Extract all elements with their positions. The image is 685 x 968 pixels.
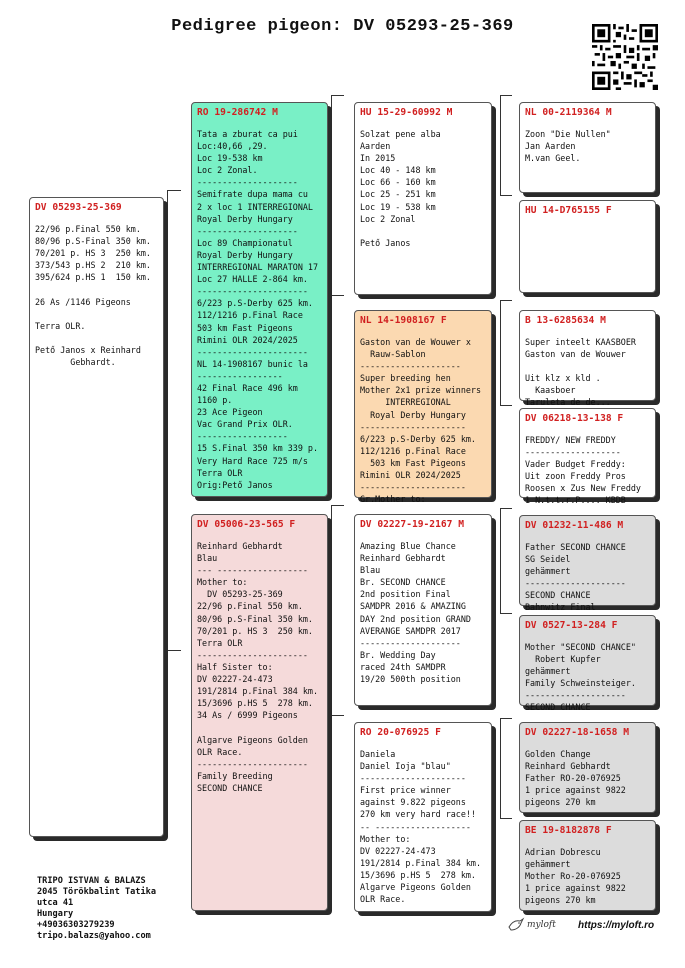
connector-line: [500, 300, 512, 301]
connector-line: [331, 295, 344, 296]
text-line: Father RO-20-076925: [525, 773, 621, 784]
connector-line: [331, 505, 332, 715]
text-line: 15/3696 p.HS 5 278 km.: [197, 698, 313, 709]
text-line: Zoon "Die Nullen": [525, 129, 611, 139]
text-line: [525, 360, 650, 372]
connector-line: [500, 718, 512, 719]
text-line: 22/96 p.Final 550 km.: [197, 601, 303, 612]
text-line: Mother to:: [360, 833, 411, 844]
text-line: Half Sister to:: [197, 661, 273, 672]
logo-text: myloft: [527, 920, 556, 930]
connector-line: [500, 405, 512, 406]
text-line: Solzat pene alba: [360, 129, 441, 139]
text-line: ----------------------: [197, 758, 308, 769]
text-line: Blau: [360, 565, 381, 576]
pigeon-notes: [525, 541, 650, 614]
text-line: DAY 2nd position GRAND: [360, 613, 471, 624]
text-line: Loc 2 Zonal.: [197, 165, 258, 176]
owner-address: [37, 876, 156, 942]
pigeon-logo-icon: [508, 918, 524, 932]
text-line: Daniela: [360, 749, 396, 759]
text-line: 395/624 p.HS 1 150 km.: [35, 272, 151, 283]
text-line: Terra OLR: [197, 637, 243, 648]
text-line: Rauw-Sablon: [360, 349, 426, 360]
text-line: --- ------------------: [197, 565, 308, 576]
pigeon-card-dam-dam-sire[interactable]: [519, 722, 656, 813]
pigeon-card-sire-sire-dam[interactable]: [519, 200, 656, 293]
text-line: Br. Wedding Day: [360, 649, 436, 660]
text-line: Aarden: [360, 141, 391, 152]
text-line: Daniel Ioja "blau": [360, 761, 451, 772]
text-line: Amazing Blue Chance: [360, 541, 456, 551]
text-line: 112/1216 p.Final Race: [360, 445, 466, 456]
text-line: Royal Derby Hungary: [360, 409, 466, 420]
text-line: Father SECOND CHANCE: [525, 542, 626, 552]
text-line: Loc 2 Zonal: [360, 213, 416, 224]
text-line: Mother Ro-20-076925: [525, 871, 621, 882]
text-line: gehämmert: [525, 666, 571, 677]
text-line: Gebhardt.: [35, 357, 116, 368]
text-line: ---------------------: [360, 773, 466, 784]
text-line: INTERREGIONAL MARATON 17: [197, 262, 319, 273]
ring-number: DV 0527-13-284 F: [525, 620, 618, 631]
text-line: 2nd position Final: [360, 589, 451, 600]
text-line: ---------------------: [360, 421, 466, 432]
text-line: 1160 p.: [197, 395, 233, 406]
text-line: 112/1216 p.Final Race: [197, 310, 303, 321]
text-line: SG Seidel: [525, 554, 571, 565]
connector-line: [331, 505, 344, 506]
ring-number: BE 19-8182878 F: [525, 825, 612, 836]
text-line: 19/20 500th position: [360, 674, 461, 685]
pigeon-notes: [525, 336, 650, 409]
text-line: 70/201 p. HS 3 250 km.: [197, 625, 313, 636]
text-line: Terra OLR.: [35, 320, 86, 331]
text-line: SECOND CHANCE: [525, 702, 591, 713]
myloft-logo[interactable]: [508, 918, 556, 932]
text-line: Royal Derby Hungary: [197, 213, 293, 224]
text-line: Family Schweinsteiger.: [525, 678, 636, 689]
text-line: Loc 19-538 km: [197, 153, 263, 164]
text-line: Orig:Pető Janos: [197, 479, 273, 490]
text-line: Roosen x Zus New Freddy: [525, 483, 641, 494]
text-line: 42 Final Race 496 km: [197, 382, 298, 393]
text-line: FREDDY/ NEW FREDDY: [525, 435, 616, 445]
text-line: 6/223 p.S-Derby 625 km.: [197, 298, 313, 309]
text-line: 1 price against 9822: [525, 883, 626, 894]
pigeon-notes: [197, 128, 322, 491]
pigeon-card-sire-dam-sire[interactable]: [519, 310, 656, 408]
text-line: INTERREGIONAL: [360, 397, 451, 408]
text-line: Loc 40 - 148 km: [360, 165, 436, 176]
text-line: Gaston van de Wouwer x: [360, 337, 471, 347]
connector-line: [500, 508, 501, 613]
text-line: [360, 225, 486, 237]
text-line: Pető Janos: [360, 237, 411, 248]
qr-code[interactable]: [592, 24, 658, 90]
connector-line: [500, 508, 512, 509]
text-line: against 9.822 pigeons: [360, 797, 466, 808]
text-line: 191/2814 p.Final 384 km.: [197, 686, 319, 697]
ring-number: NL 14-1908167 F: [360, 315, 447, 326]
text-line: ---------------------: [360, 482, 466, 493]
text-line: [197, 721, 322, 733]
text-line: 2045 Törökbalint Tatika: [37, 887, 156, 897]
text-line: First price winner: [360, 785, 451, 796]
text-line: tripo.balazs@yahoo.com: [37, 931, 151, 941]
pigeon-notes: [525, 434, 650, 507]
text-line: -------------------: [525, 447, 621, 458]
text-line: Tata a zburat ca pui: [197, 129, 298, 139]
website-link[interactable]: https://myloft.ro: [578, 920, 655, 931]
text-line: TRIPO ISTVAN & BALAZS: [37, 876, 146, 886]
connector-line: [500, 95, 501, 195]
text-line: 80/96 p.S-Final 350 km.: [197, 613, 313, 624]
text-line: --------------------: [197, 177, 298, 188]
text-line: Kaasboer: [525, 385, 576, 396]
text-line: Mother 2x1 prize winners: [360, 385, 482, 396]
text-line: Vac Grand Prix OLR.: [197, 419, 293, 430]
text-line: DV 02227-24-473: [360, 845, 436, 856]
text-line: 1 N.t.t.r.P.... KBDB: [525, 495, 626, 506]
text-line: --------------------: [197, 225, 298, 236]
text-line: Loc 25 - 251 km: [360, 189, 436, 200]
pigeon-notes: [525, 641, 650, 714]
text-line: 15/3696 p.HS 5 278 km.: [360, 869, 476, 880]
text-line: Bahnwitz Final: [525, 602, 596, 613]
connector-line: [167, 190, 181, 191]
ring-number: B 13-6285634 M: [525, 315, 606, 326]
text-line: Gaston van de Wouwer: [525, 349, 626, 360]
page-title: Pedigree pigeon: DV 05293-25-369: [171, 17, 514, 36]
pigeon-card-sire-sire[interactable]: [354, 102, 492, 295]
connector-line: [167, 650, 181, 651]
text-line: 2 x loc 1 INTERREGIONAL: [197, 201, 313, 212]
text-line: 1 price against 9822: [525, 785, 626, 796]
text-line: Super inteelt KAASBOER: [525, 337, 636, 347]
ring-number: HU 14-D765155 F: [525, 205, 612, 216]
text-line: OLR Race.: [360, 894, 406, 905]
ring-number: DV 02227-19-2167 M: [360, 519, 464, 530]
ring-number: HU 15-29-60992 M: [360, 107, 453, 118]
text-line: Adrian Dobrescu: [525, 847, 601, 857]
text-line: --------------------: [360, 361, 461, 372]
text-line: Br. SECOND CHANCE: [360, 577, 446, 588]
text-line: Loc 19 - 538 km: [360, 201, 436, 212]
pigeon-card-dam-sire-dam[interactable]: [519, 615, 656, 713]
pigeon-notes: [197, 540, 322, 794]
text-line: Loc 66 - 160 km: [360, 177, 436, 188]
text-line: 503 km Fast Pigeons: [197, 322, 293, 333]
text-line: AVERANGE SAMDPR 2017: [360, 625, 461, 636]
text-line: DV 02227-24-473: [197, 674, 273, 685]
text-line: --------------------: [525, 578, 626, 589]
ring-number: DV 06218-13-138 F: [525, 413, 624, 424]
pigeon-notes: [360, 336, 486, 505]
text-line: Royal Derby Hungary: [197, 249, 293, 260]
text-line: Reinhard Gebhardt: [525, 761, 611, 772]
text-line: Robert Kupfer: [525, 654, 601, 665]
text-line: Golden Change: [525, 749, 591, 759]
text-line: DV 05293-25-369: [197, 589, 283, 600]
text-line: Loc:40,66 ,29.: [197, 141, 268, 152]
text-line: 191/2814 p.Final 384 km.: [360, 857, 482, 868]
pigeon-card-dam[interactable]: [191, 514, 328, 911]
pigeon-notes: [360, 128, 486, 249]
pigeon-notes: [35, 223, 158, 368]
text-line: 23 Ace Pigeon: [197, 407, 263, 418]
connector-line: [331, 95, 332, 295]
pigeon-notes: [525, 846, 650, 906]
text-line: Jan Aarden: [525, 141, 576, 152]
text-line: gehämmert: [525, 566, 571, 577]
pigeon-card-sire-dam[interactable]: [354, 310, 492, 505]
text-line: gehämmert: [525, 859, 571, 870]
text-line: 22/96 p.Final 550 km.: [35, 224, 141, 234]
text-line: 15 S.Final 350 km 339 p.: [197, 443, 319, 454]
pigeon-card-sire-sire-sire[interactable]: [519, 102, 656, 193]
ring-number: RO 20-076925 F: [360, 727, 441, 738]
text-line: pigeons 270 km: [525, 895, 596, 906]
connector-line: [500, 95, 512, 96]
pigeon-card-dam-sire[interactable]: [354, 514, 492, 706]
text-line: [35, 308, 158, 320]
text-line: Vader Budget Freddy:: [525, 459, 626, 470]
pigeon-card-subject[interactable]: [29, 197, 164, 837]
text-line: utca 41: [37, 898, 74, 908]
ring-number: DV 02227-18-1658 M: [525, 727, 629, 738]
pigeon-notes: [360, 540, 486, 685]
text-line: ----------------------: [197, 286, 308, 297]
text-line: ------------------: [197, 431, 288, 442]
text-line: Mother to:: [197, 577, 248, 588]
text-line: Semifrate dupa mama cu: [197, 189, 308, 200]
text-line: Uit zoon Freddy Pros: [525, 471, 626, 482]
connector-line: [500, 613, 512, 614]
connector-line: [500, 718, 501, 818]
text-line: Pető Janos x Reinhard: [35, 344, 141, 355]
text-line: NL 14-1908167 bunic la: [197, 358, 308, 369]
text-line: In 2015: [360, 153, 396, 164]
text-line: Rimini OLR 2024/2025: [197, 334, 298, 345]
text-line: Loc 89 Championatul: [197, 237, 293, 248]
text-line: 373/543 p.HS 2 210 km.: [35, 260, 151, 271]
text-line: Reinhard Gebhardt: [360, 553, 446, 564]
connector-line: [331, 95, 344, 96]
text-line: 80/96 p.S-Final 350 km.: [35, 236, 151, 247]
pigeon-notes: [525, 128, 650, 164]
text-line: Very Hard Race 725 m/s: [197, 455, 308, 466]
text-line: Gr.Mother to:: [360, 494, 426, 505]
text-line: Mother "SECOND CHANCE": [525, 642, 636, 652]
text-line: raced 24th SAMDPR: [360, 661, 446, 672]
pigeon-card-dam-dam-dam[interactable]: [519, 820, 656, 911]
text-line: Hungary: [37, 909, 74, 919]
text-line: 6/223 p.S-Derby 625 km.: [360, 433, 476, 444]
text-line: Rimini OLR 2024/2025: [360, 470, 461, 481]
text-line: Uit klz x kld .: [525, 373, 601, 384]
text-line: Reinhard Gebhardt: [197, 541, 283, 551]
text-line: 26 As /1146 Pigeons: [35, 296, 131, 307]
ring-number: NL 00-2119364 M: [525, 107, 612, 118]
pigeon-card-sire-dam-dam[interactable]: [519, 408, 656, 506]
text-line: -----------------: [197, 370, 283, 381]
text-line: --------------------: [525, 690, 626, 701]
pigeon-card-dam-sire-sire[interactable]: [519, 515, 656, 613]
text-line: SAMDPR 2016 & AMAZING: [360, 601, 466, 612]
connector-line: [500, 195, 512, 196]
text-line: 34 As / 6999 Pigeons: [197, 710, 298, 721]
pigeon-notes: [360, 748, 486, 905]
text-line: OLR Race.: [197, 746, 243, 757]
text-line: ----------------------: [197, 649, 308, 660]
text-line: 70/201 p. HS 3 250 km.: [35, 248, 151, 259]
text-line: -- -------------------: [360, 821, 471, 832]
ring-number: RO 19-286742 M: [197, 107, 278, 118]
text-line: pigeons 270 km: [525, 797, 596, 808]
text-line: [35, 332, 158, 344]
connector-line: [500, 300, 501, 405]
text-line: SECOND CHANCE: [525, 590, 591, 601]
text-line: --------------------: [360, 637, 461, 648]
text-line: [35, 283, 158, 295]
pigeon-card-sire[interactable]: [191, 102, 328, 497]
pigeon-notes: [525, 748, 650, 808]
text-line: Loc 27 HALLE 2-864 km.: [197, 274, 308, 285]
ring-number: DV 05006-23-565 F: [197, 519, 296, 530]
connector-line: [500, 818, 512, 819]
text-line: Terra OLR: [197, 467, 243, 478]
connector-line: [331, 715, 344, 716]
text-line: Taruleta de de...: [525, 397, 611, 408]
pigeon-card-dam-dam[interactable]: [354, 722, 492, 912]
text-line: +49036303279239: [37, 920, 115, 930]
connector-line: [167, 190, 168, 650]
text-line: Algarve Pigeons Golden: [197, 734, 308, 745]
text-line: Super breeding hen: [360, 373, 451, 384]
text-line: Family Breeding: [197, 770, 273, 781]
text-line: Blau: [197, 553, 218, 564]
text-line: M.van Geel.: [525, 153, 581, 164]
text-line: Algarve Pigeons Golden: [360, 882, 471, 893]
text-line: 270 km very hard race!!: [360, 809, 476, 820]
ring-number: DV 05293-25-369: [35, 202, 122, 213]
text-line: SECOND CHANCE: [197, 782, 263, 793]
ring-number: DV 01232-11-486 M: [525, 520, 624, 531]
text-line: ----------------------: [197, 346, 308, 357]
text-line: 503 km Fast Pigeons: [360, 457, 466, 468]
